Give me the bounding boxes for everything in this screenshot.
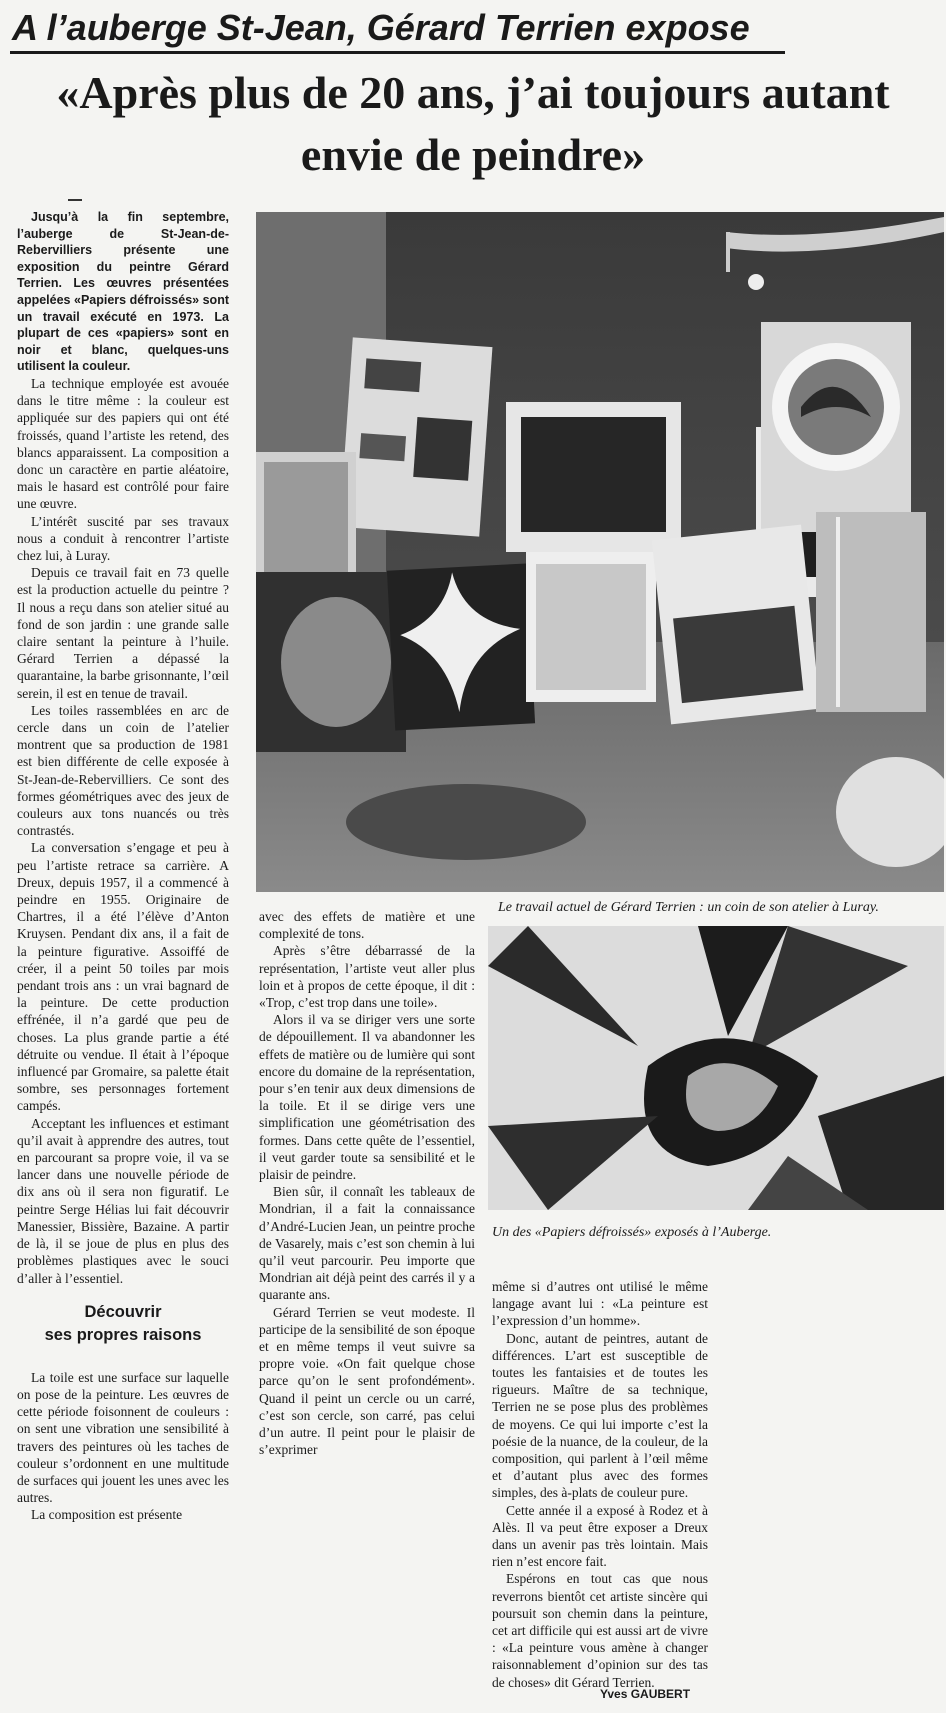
body-paragraph: Cette année il a exposé à Rodez et à Alès. Il va peut être exposer a Dreux dans un avenir pas très lointain. Mais rien n’est encore fait. [492, 1502, 708, 1570]
kicker-rule [10, 51, 785, 54]
body-paragraph: Bien sûr, il connaît les tableaux de Mondrian, il a fait la connaissance d’André-Lucien Jean, un peintre proche de Vasarely, mais c’est son chemin à lui qu’il veut parcourir. Peu importe que Mondrian ait déjà peint des carrés il y a quarante ans. [259, 1184, 475, 1303]
atelier-photo-drawing [256, 212, 944, 892]
column-dash [68, 199, 82, 201]
body-paragraph: Espérons en tout cas que nous reverrons bientôt cet artiste sincère qui poursuit son chemin dans la peinture, cet art difficile qui est aussi art de vivre : «La peinture vous amène à changer raisonnablement d’opinion sur des tas de choses» dit Gérard Terrien. [492, 1571, 708, 1690]
body-paragraph: La composition est présente [31, 1507, 183, 1523]
body-paragraph: Gérard Terrien se veut modeste. Il participe de la sensibilité de son époque et en même temps il veut suivre sa propre voie. «On fait quelque chose parce qu’on le sent profondément». Quand il peint un cercle ou un carré, c’est son cercle, son carré, pas celui d’un autre. Il peint pour le plaisir de s’exprimer [259, 1304, 475, 1458]
body-paragraph: La technique employée est avouée dans le titre même : la couleur est appliquée sur des papiers qui ont été froissés, quand l’artiste les retend, des blancs apparaissent. La composition a donc un caractère en partie aléatoire, mais le hasard est contrôlé pour faire une œuvre. [17, 375, 229, 512]
headline: «Après plus de 20 ans, j’ai toujours autant envie de peindre» [56, 67, 890, 180]
body-paragraph: même si d’autres ont utilisé le même langage avant lui : «La peinture est l’expression d’un homme». [492, 1279, 708, 1329]
body-paragraph: Les toiles rassemblées en arc de cercle dans un coin de l’atelier montrent que sa production de 1981 est bien différente de celle exposée à St-Jean-de-Rebervilliers. Ce sont des formes géométriques avec des jeux de couleurs aux tons nuancés ou très contrastés. [17, 702, 229, 839]
papier-photo-caption: Un des «Papiers défroissés» exposés à l’Auberge. [492, 1225, 772, 1240]
body-paragraph: La toile est une surface sur laquelle on pose de la peinture. Les œuvres de cette période foisonnent de couleurs : on sent une vibration une sensibilité à travers des peintures où les taches de couleur s’ordonnent en une multitude de surfaces qui jouent les unes avec les autres. [17, 1369, 229, 1506]
body-paragraph: avec des effets de matière et une complexité de tons. [259, 909, 475, 942]
article-column-3 [492, 1278, 708, 1691]
atelier-photo-caption: Le travail actuel de Gérard Terrien : un coin de son atelier à Luray. [498, 900, 879, 915]
subheading-line-1: Découvrir [84, 1302, 162, 1321]
body-paragraph: L’intérêt suscité par ses travaux nous a conduit à rencontrer l’artiste chez lui, à Luray. [17, 513, 229, 563]
body-paragraph: Acceptant les influences et estimant qu’il avait à apprendre des autres, tout en parcourant sa propre voie, il va se lancer dans une nouvelle période de dix ans où il sera non figuratif. Le peintre Serge Hélias lui fait découvrir Manessier, Bissière, Bazaine. A partir de là, il se joue de plus en plus des problèmes plastiques avec le souci d’aller à l’essentiel. [17, 1115, 229, 1286]
papier-photo [488, 926, 944, 1210]
body-paragraph: Depuis ce travail fait en 73 quelle est la production actuelle du peintre ? Il nous a reçu dans son atelier situé au fond de son jardin : une grande salle claire sentant la peinture à l’huile. Gérard Terrien a dépassé la quarantaine, la barbe grisonnante, l’œil serein, il est en tenue de travail. [17, 565, 229, 701]
papier-photo-drawing [488, 926, 944, 1210]
body-paragraph: Après s’être débarrassé de la représentation, l’artiste veut aller plus loin et à propos de cette époque, il dit : «Trop, c’est trop dans une toile». [259, 943, 475, 1011]
subheading-line-2: ses propres raisons [44, 1325, 202, 1344]
subheading [17, 1301, 229, 1347]
lead-paragraph: Jusqu’à la fin septembre, l’auberge de St-Jean-de-Rebervilliers présente une exposition du peintre Gérard Terrien. Les œuvres présentées appelées «Papiers défroissés» sont un travail exécuté en 1973. La plupart de ces «papiers» sont en noir et blanc, quelques-uns utilisent la couleur. [17, 210, 229, 374]
article-column-2 [259, 908, 475, 1459]
body-paragraph: Alors il va se diriger vers une sorte de dépouillement. Il va abandonner les effets de matière ou de lumière qui sont encore du domaine de la représentation, pour s’en tenir aux deux dimensions de la toile. Et il se dirige vers une simplification une géométrisation des formes. Dans cette quête de l’essentiel, il veut garder toute sa sensibilité et le plaisir de peindre. [259, 1012, 475, 1183]
body-paragraph: La conversation s’engage et peu à peu l’artiste retrace sa carrière. A Dreux, depuis 1957, il a commencé à peindre en 1955. Originaire de Chartres, il a été l’élève d’Anton Kruysen. Pendant dix ans, il a fait de la peinture figurative. Assoiffé de créer, il a peint 50 toiles par mois pendant trois ans : un vrai bagnard de la peinture. De cette production effrénée, il n’a gardé que peu de choses. La plus grande partie a été détruite ou vendue. Il était à l’époque influencé par Gromaire, sa palette était sombre, ses personnages fortement campés. [17, 840, 229, 1114]
article-column-1 [17, 209, 229, 1524]
kicker-title: A l’auberge St-Jean, Gérard Terrien expose [12, 7, 750, 48]
byline: Yves GAUBERT [600, 1687, 691, 1701]
body-paragraph: Donc, autant de peintres, autant de différences. L’art est susceptible de toutes les fantaisies et de toutes les rigueurs. Maître de sa technique, Terrien ne se pose plus des problèmes de moyens. Ce qui lui importe c’est la poésie de la nuance, de la couleur, de la composition, qui parlent à l’œil même et d’autant plus avec des formes simples, des à-plats de couleur pure. [492, 1330, 708, 1501]
atelier-photo [256, 212, 944, 892]
